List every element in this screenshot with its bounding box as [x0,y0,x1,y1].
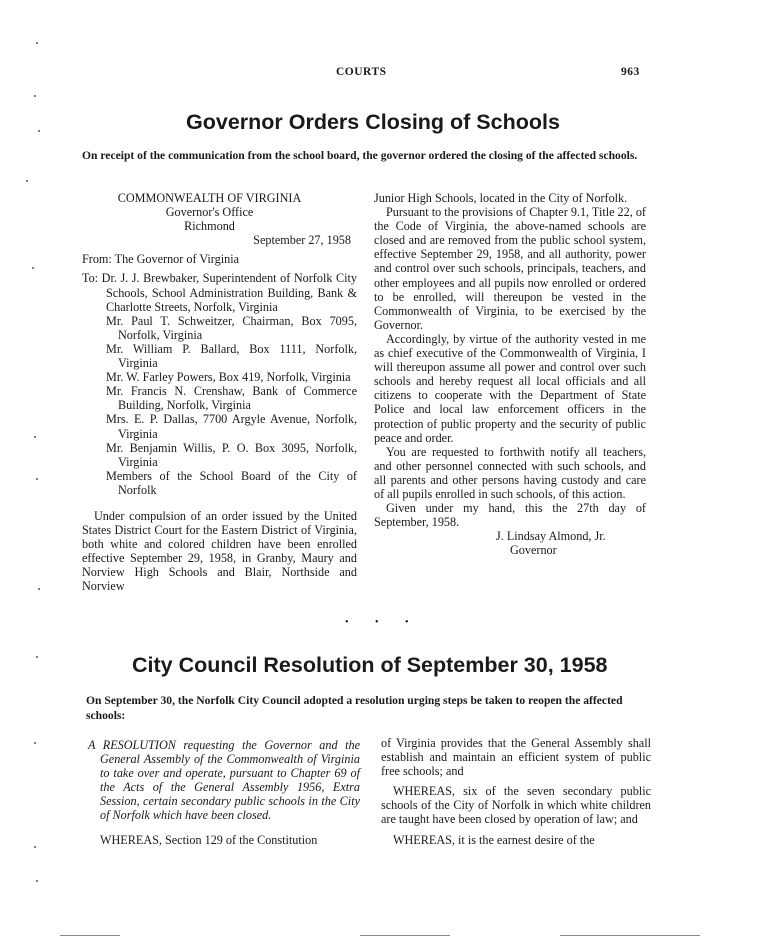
scan-speck [26,180,28,182]
left-column [82,191,357,594]
scan-speck [38,130,40,132]
recipient: Mr. Francis N. Crenshaw, Bank of Commerce Building, Norfolk, Virginia [106,384,357,413]
body-paragraph: Pursuant to the provisions of Chapter 9.1, Title 22, of the Code of Virginia, the above-named schools are closed and are removed from the public school system, effective September 29, 1958, and all authority, power and control over such schools, principals, teachers, and other employees and all pupils now enrolled or ordered to be enrolled, will thereupon be vested in the Commonwealth of Virginia, to be exercised by the Governor. [374,205,646,332]
body-paragraph: of Virginia provides that the General Assembly shall establish and maintain an efficient system of public free schools; and [381,736,651,779]
letter-to-recipient: To: Dr. J. J. Brewbaker, Superintendent of Norfolk City Schools, School Administration Building, Bank & Charlotte Streets, Norfolk, Virginia [82,271,357,314]
scan-speck [32,267,34,269]
scan-speck [34,436,36,438]
body-paragraph: Given under my hand, this the 27th day of September, 1958. [374,501,646,530]
recipient: Mr. W. Farley Powers, Box 419, Norfolk, Virginia [106,370,351,385]
section-intro: On September 30, the Norfolk City Council adopted a resolution urging steps be taken to reopen the affected schools: [86,694,623,722]
body-paragraph: WHEREAS, six of the seven secondary public schools of the City of Norfolk in which white children are taught have been closed by operation of law; and [381,784,651,827]
running-head-title: COURTS [336,66,387,78]
recipient: Mr. Benjamin Willis, P. O. Box 3095, Norfolk, Virginia [106,440,357,469]
scan-speck [36,478,38,480]
body-paragraph: WHEREAS, Section 129 of the Constitution [100,832,318,847]
right-column [381,736,651,847]
scan-speck [36,42,38,44]
scan-speck [36,880,38,882]
right-column [374,191,646,557]
scan-speck [36,656,38,658]
scan-speck [38,588,40,590]
scan-speck [34,95,36,97]
scan-edge-line [60,935,120,936]
recipient: Mr. William P. Ballard, Box 1111, Norfolk, Virginia [106,341,357,371]
body-paragraph: You are requested to forthwith notify all teachers, and other personnel connected with such schools, and all parents and other persons having custody and care of all pupils enrolled in such schools, of this action. [374,444,646,501]
recipient: Members of the School Board of the City of Norfolk [106,468,357,497]
body-paragraph: Under compulsion of an order issued by the United States District Court for the Eastern District of Virginia, both white and colored children have been enrolled effective September 29, 1958, in Granby, Maury and Norview High Schools and Blair, Northside and Norview [82,508,357,594]
letterhead-state: COMMONWEALTH OF VIRGINIA [117,191,302,205]
letter-date: September 27, 1958 [253,233,351,248]
section-title-governor-orders: Governor Orders Closing of Schools [186,110,560,134]
body-paragraph: Junior High Schools, located in the City of Norfolk. [374,191,628,205]
recipient: Mr. Paul T. Schweitzer, Chairman, Box 7095, Norfolk, Virginia [106,313,357,342]
scan-edge-line [560,935,700,936]
letter-from: From: The Governor of Virginia [82,252,240,267]
page-number: 963 [621,66,640,78]
letterhead-office: Governor's Office [165,205,254,220]
scan-speck [34,742,36,744]
body-paragraph: Accordingly, by virtue of the authority vested in me as chief executive of the Commonwealth of Virginia, I will thereupon assume all power and control over such schools and hereby request all local officials and all citizens to cooperate with the Department of State Police and local law enforcement officers in the protection of public property and the security of public peace and order. [374,331,646,445]
resolution-heading: A RESOLUTION requesting the Governor and the General Assembly of the Commonwealth of Virginia to take over and operate, pursuant to Chapter 69 of the Acts of the General Assembly 1956, Extra Session, certain secondary public schools in the City of Norfolk which have been closed. [88,738,360,823]
left-column [88,738,360,847]
section-title-council-resolution: City Council Resolution of September 30, 1958 [132,653,608,677]
section-divider: • • • [345,617,421,628]
recipient: Mrs. E. P. Dallas, 7700 Argyle Avenue, Norfolk, Virginia [106,412,357,441]
scan-speck [34,846,36,848]
section-intro: On receipt of the communication from the school board, the governor ordered the closing of the affected schools. [82,149,638,162]
scan-edge-line [360,935,450,936]
signature-name: J. Lindsay Almond, Jr. [496,529,606,544]
letterhead-city: Richmond [184,219,235,234]
body-paragraph: WHEREAS, it is the earnest desire of the [393,832,595,847]
signature-title: Governor [510,543,557,558]
